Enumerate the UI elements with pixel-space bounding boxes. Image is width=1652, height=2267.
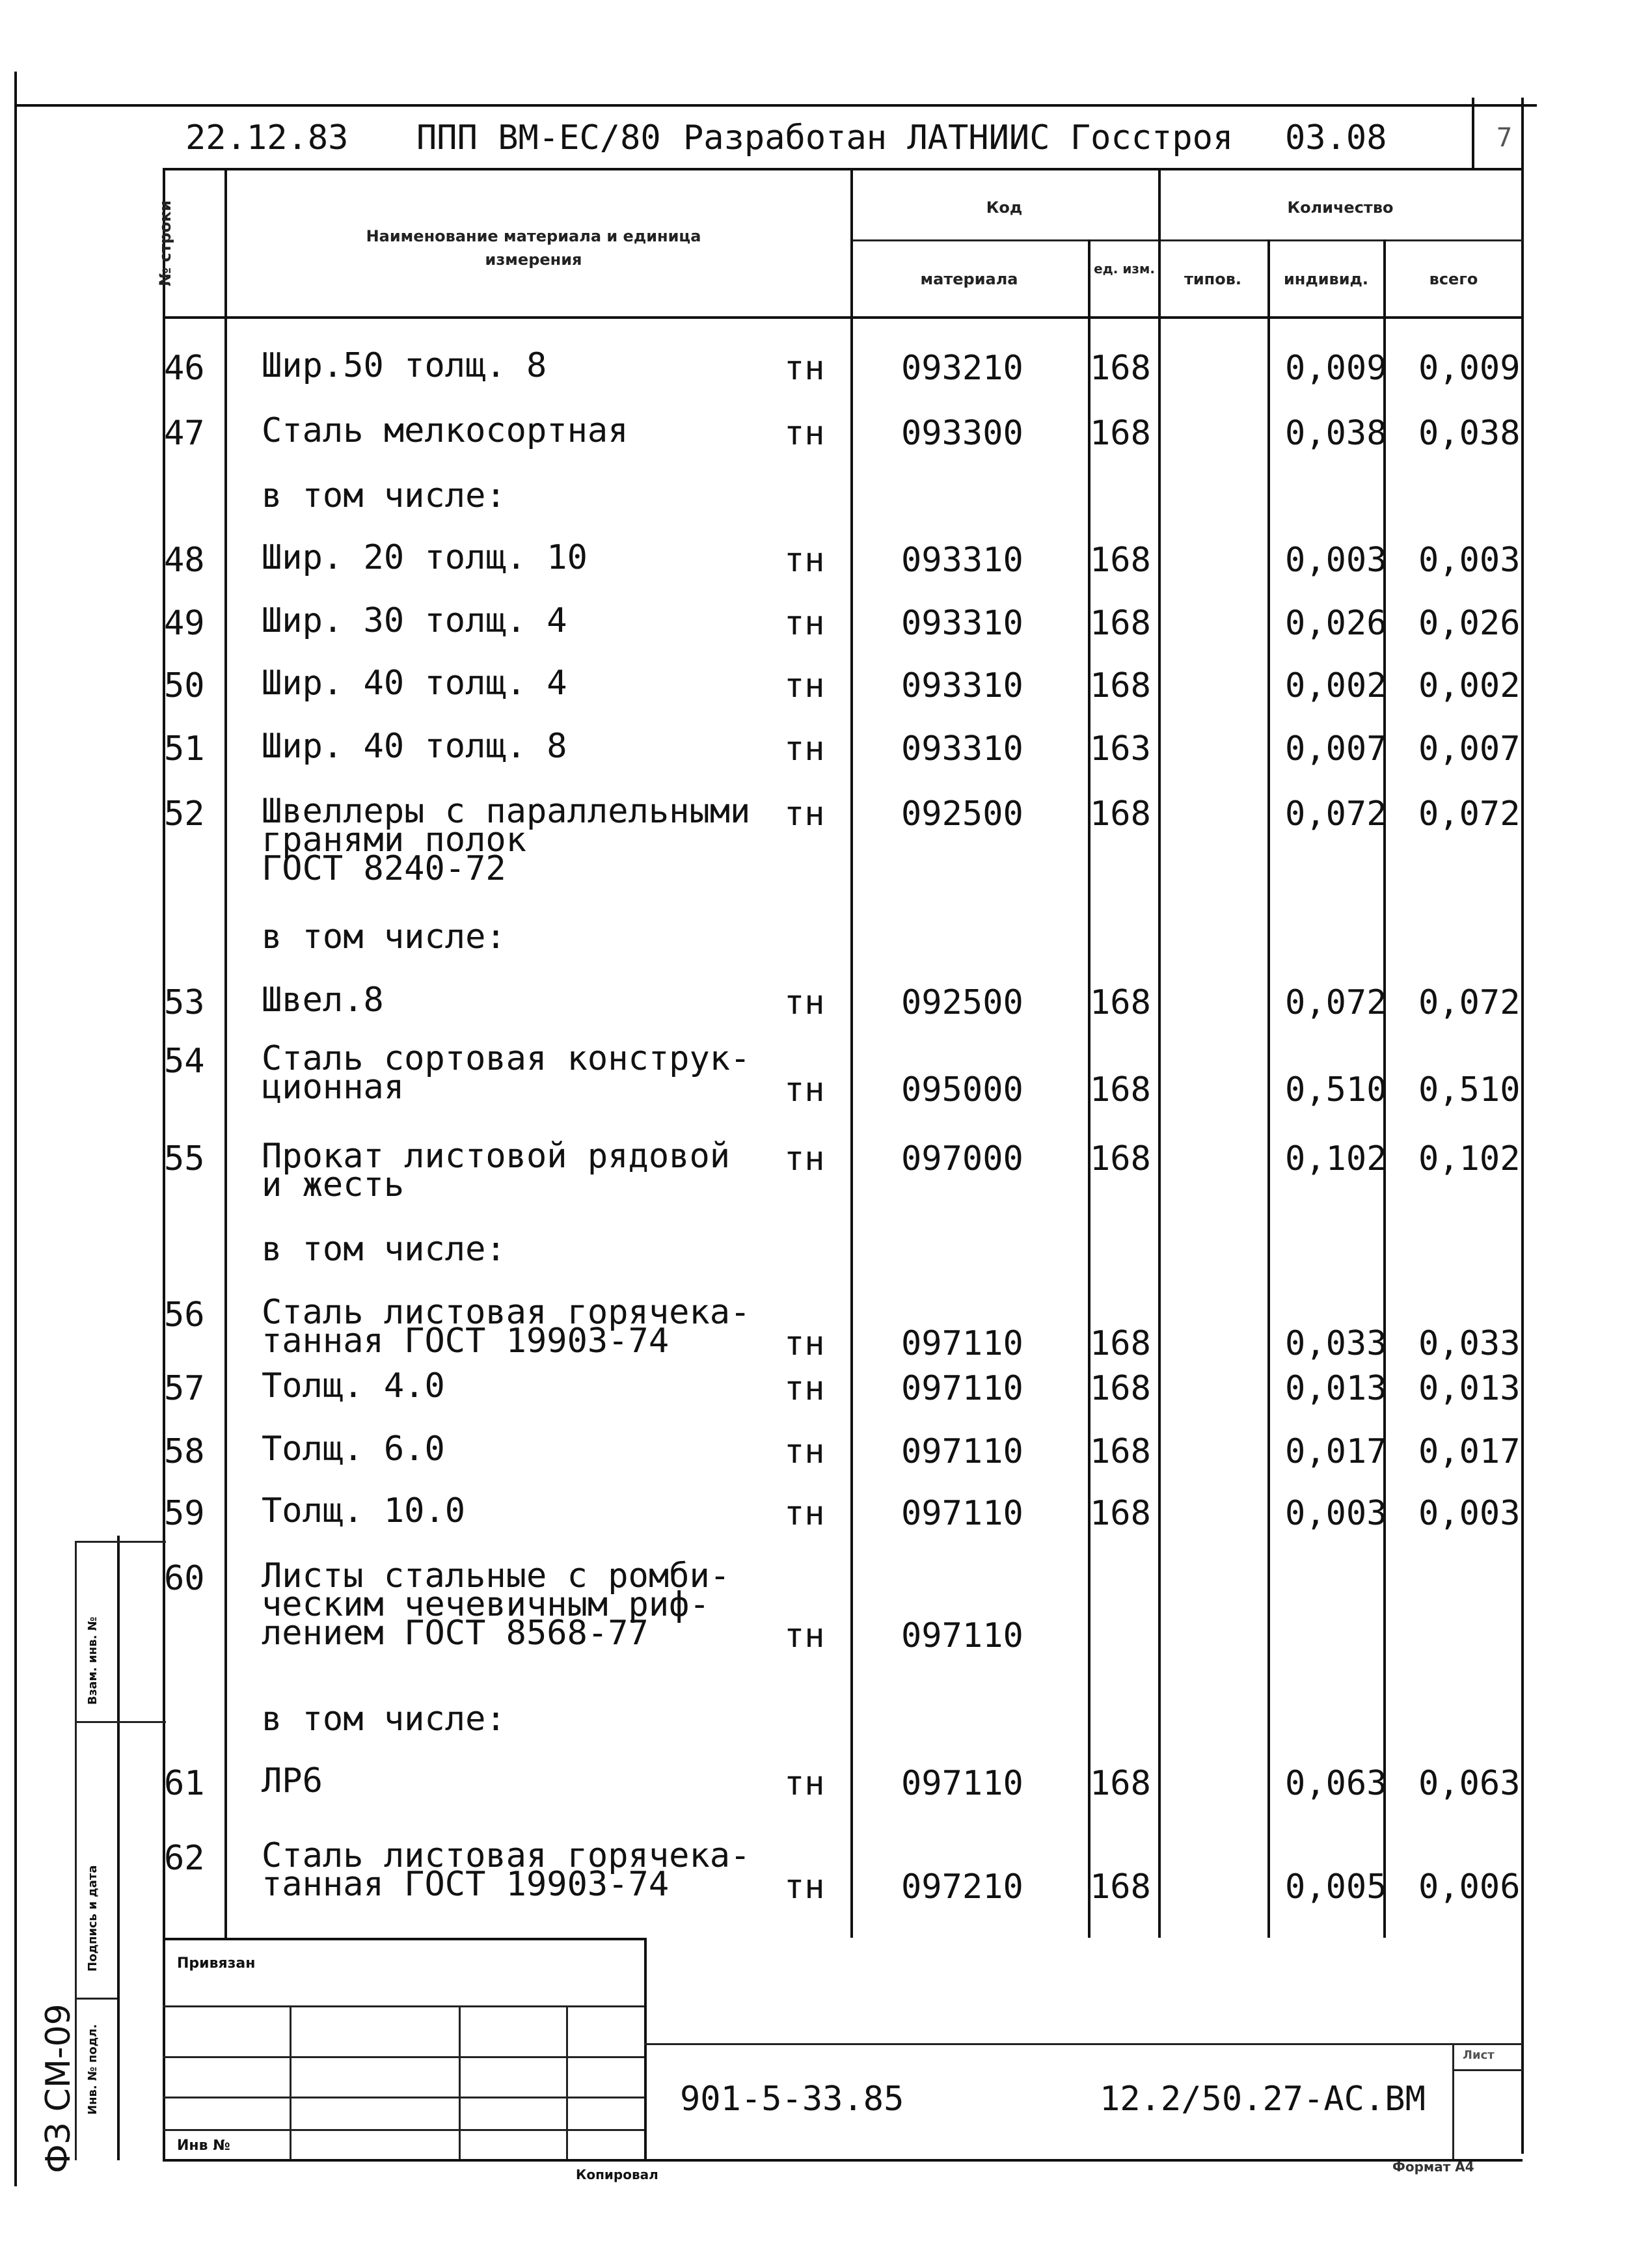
sheet-code: 12.2/50.27-АС.ВМ (1100, 2080, 1426, 2119)
row-unit: тн (784, 1867, 825, 1907)
row-total-qty: 0,072 (1418, 983, 1521, 1022)
col-header-total: всего (1429, 270, 1478, 288)
row-name-line: в том числе: (262, 1700, 506, 1739)
row-total-qty: 0,026 (1418, 604, 1521, 643)
title-block-col-4 (644, 1938, 647, 2159)
header-subdivider (850, 239, 1523, 241)
frame-right (1521, 98, 1524, 2154)
row-name-line: Швеллеры с параллельными (262, 792, 751, 831)
row-unit: тн (784, 666, 825, 705)
title-block-row-2 (163, 2056, 644, 2058)
frame-left (14, 72, 17, 2186)
sheet-box-left (1452, 2043, 1454, 2159)
row-total-qty: 0,003 (1418, 541, 1521, 580)
row-individual-qty: 0,038 (1285, 414, 1387, 453)
row-unit-code: 168 (1090, 349, 1151, 388)
row-material-code: 092500 (901, 794, 1023, 834)
row-total-qty: 0,013 (1418, 1369, 1521, 1408)
row-individual-qty: 0,003 (1285, 1494, 1387, 1533)
row-total-qty: 0,510 (1418, 1070, 1521, 1109)
row-name-line: Толщ. 6.0 (262, 1430, 445, 1469)
row-individual-qty: 0,003 (1285, 541, 1387, 580)
row-unit-code: 168 (1090, 1867, 1151, 1907)
row-name-line: Шир. 30 толщ. 4 (262, 601, 567, 640)
col-line-4 (1158, 168, 1161, 1938)
row-individual-qty: 0,063 (1285, 1764, 1387, 1803)
row-total-qty: 0,033 (1418, 1324, 1521, 1363)
row-number: 58 (164, 1432, 205, 1471)
row-name-line: Сталь листовая горячека- (262, 1836, 751, 1875)
col-header-row-no: № строки (156, 200, 174, 286)
row-number: 51 (164, 729, 205, 768)
frame-bottom (163, 2159, 1523, 2162)
row-individual-qty: 0,026 (1285, 604, 1387, 643)
side-strip-div-1 (75, 1721, 166, 1723)
col-header-name: Наименование материала и единица измерения (366, 227, 701, 269)
row-material-code: 097110 (901, 1494, 1023, 1533)
row-material-code: 097110 (901, 1616, 1023, 1655)
col-header-individual: индивид. (1283, 270, 1369, 288)
row-name-line: Сталь мелкосортная (262, 411, 629, 450)
row-unit: тн (784, 1369, 825, 1408)
row-name-line: ческим чечевичным риф- (262, 1585, 710, 1624)
row-unit: тн (784, 414, 825, 453)
row-individual-qty: 0,510 (1285, 1070, 1387, 1109)
row-material-code: 093300 (901, 414, 1023, 453)
row-number: 48 (164, 541, 205, 580)
row-individual-qty: 0,102 (1285, 1139, 1387, 1178)
side-strip-div-2 (75, 1998, 117, 2000)
row-name-line: Шир. 40 толщ. 8 (262, 727, 567, 766)
row-name-line: Шир. 20 толщ. 10 (262, 538, 588, 577)
row-name-line: Сталь листовая горячека- (262, 1293, 751, 1332)
col-line-2 (850, 168, 853, 1938)
row-number: 50 (164, 666, 205, 705)
row-number: 59 (164, 1494, 205, 1533)
row-number: 49 (164, 604, 205, 643)
row-individual-qty: 0,009 (1285, 349, 1387, 388)
row-total-qty: 0,002 (1418, 666, 1521, 705)
row-number: 62 (164, 1839, 205, 1878)
row-total-qty: 0,063 (1418, 1764, 1521, 1803)
row-unit-code: 168 (1090, 1432, 1151, 1471)
sign-date-label: Подпись и дата (86, 1865, 100, 1972)
row-number: 61 (164, 1764, 205, 1803)
table-top-line (163, 168, 1523, 170)
row-name-line: танная ГОСТ 19903-74 (262, 1865, 670, 1904)
row-number: 57 (164, 1369, 205, 1408)
col-header-code: Код (986, 198, 1023, 217)
row-unit: тн (784, 1432, 825, 1471)
row-total-qty: 0,038 (1418, 414, 1521, 453)
copied-label: Копировал (576, 2167, 658, 2182)
row-name-line: ционная (262, 1068, 405, 1107)
row-name-line: Сталь сортовая конструк- (262, 1039, 751, 1078)
title-block-col-2 (459, 2005, 461, 2159)
row-number: 60 (164, 1559, 205, 1598)
row-unit: тн (784, 729, 825, 768)
row-unit-code: 168 (1090, 983, 1151, 1022)
sheet-box-divider (1452, 2069, 1523, 2071)
row-unit: тн (784, 604, 825, 643)
row-unit: тн (784, 1616, 825, 1655)
row-individual-qty: 0,072 (1285, 983, 1387, 1022)
row-material-code: 097210 (901, 1867, 1023, 1907)
row-number: 46 (164, 349, 205, 388)
row-unit-code: 168 (1090, 541, 1151, 580)
row-number: 55 (164, 1139, 205, 1178)
project-number: 901-5-33.85 (680, 2080, 904, 2119)
row-unit: тн (784, 349, 825, 388)
row-unit: тн (784, 1494, 825, 1533)
frame-top (14, 104, 1537, 107)
row-individual-qty: 0,017 (1285, 1432, 1387, 1471)
row-individual-qty: 0,005 (1285, 1867, 1387, 1907)
row-individual-qty: 0,072 (1285, 794, 1387, 834)
row-individual-qty: 0,013 (1285, 1369, 1387, 1408)
row-individual-qty: 0,002 (1285, 666, 1387, 705)
row-name-line: и жесть (262, 1165, 405, 1204)
row-unit-code: 168 (1090, 666, 1151, 705)
col-line-1 (224, 168, 227, 1938)
row-total-qty: 0,017 (1418, 1432, 1521, 1471)
row-name-line: Швел.8 (262, 981, 384, 1020)
col-header-material: материала (920, 270, 1018, 288)
row-material-code: 097110 (901, 1369, 1023, 1408)
row-total-qty: 0,072 (1418, 794, 1521, 834)
title-block-row-3 (163, 2097, 644, 2098)
row-number: 47 (164, 414, 205, 453)
row-name-line: Листы стальные с ромби- (262, 1556, 731, 1595)
row-name-line: ГОСТ 8240-72 (262, 849, 506, 888)
row-name-line: Толщ. 4.0 (262, 1366, 445, 1405)
row-unit-code: 168 (1090, 1139, 1151, 1178)
row-unit: тн (784, 541, 825, 580)
col-header-unit: ед. изм. (1094, 261, 1155, 277)
row-unit: тн (784, 1764, 825, 1803)
row-name-line: в том числе: (262, 476, 506, 515)
row-material-code: 093310 (901, 604, 1023, 643)
row-total-qty: 0,003 (1418, 1494, 1521, 1533)
row-material-code: 097110 (901, 1324, 1023, 1363)
row-unit: тн (784, 983, 825, 1022)
format-label: Формат А4 (1392, 2159, 1474, 2175)
row-total-qty: 0,009 (1418, 349, 1521, 388)
row-name-line: в том числе: (262, 1230, 506, 1269)
row-unit-code: 168 (1090, 1764, 1151, 1803)
side-stamp: ФЗ СМ-09 (39, 2003, 78, 2173)
row-name-line: Прокат листовой рядовой (262, 1137, 731, 1176)
row-number: 52 (164, 794, 205, 834)
row-unit-code: 168 (1090, 1494, 1151, 1533)
header-developer: Разработан ЛАТНИИС Госстроя (683, 118, 1234, 157)
row-name-line: в том числе: (262, 917, 506, 957)
col-header-quantity: Количество (1287, 198, 1394, 217)
row-unit: тн (784, 1139, 825, 1178)
header-code: 03.08 (1285, 118, 1387, 157)
row-unit-code: 168 (1090, 414, 1151, 453)
row-material-code: 093210 (901, 349, 1023, 388)
row-material-code: 092500 (901, 983, 1023, 1022)
row-unit-code: 168 (1090, 794, 1151, 834)
row-number: 56 (164, 1296, 205, 1335)
sheet-label: Лист (1463, 2048, 1495, 2062)
row-name-line: Толщ. 10.0 (262, 1491, 466, 1530)
replace-inv-label: Взам. инв. № (86, 1616, 100, 1705)
title-block-row-1 (163, 2005, 644, 2007)
inv-label: Инв № (177, 2138, 230, 2154)
col-header-typical: типов. (1184, 270, 1242, 288)
row-material-code: 095000 (901, 1070, 1023, 1109)
row-number: 53 (164, 983, 205, 1022)
title-block-col-3 (566, 2005, 568, 2159)
stamp-top-line (644, 2043, 1523, 2045)
row-name-line: Шир.50 толщ. 8 (262, 346, 547, 385)
row-total-qty: 0,102 (1418, 1139, 1521, 1178)
side-strip-top (75, 1541, 166, 1543)
row-material-code: 093310 (901, 729, 1023, 768)
row-material-code: 093310 (901, 666, 1023, 705)
title-block-top (163, 1938, 644, 1940)
header-corner-divider (1472, 98, 1474, 169)
row-unit-code: 168 (1090, 1070, 1151, 1109)
row-individual-qty: 0,007 (1285, 729, 1387, 768)
row-number: 54 (164, 1042, 205, 1081)
row-unit: тн (784, 1070, 825, 1109)
header-date: 22.12.83 (185, 118, 349, 157)
row-unit: тн (784, 794, 825, 834)
row-unit-code: 168 (1090, 1324, 1151, 1363)
row-name-line: танная ГОСТ 19903-74 (262, 1322, 670, 1361)
header-corner: 7 (1496, 123, 1513, 153)
title-block-row-4 (163, 2129, 644, 2131)
row-material-code: 097110 (901, 1432, 1023, 1471)
title-block-col-1 (290, 2005, 291, 2159)
header-doc: ППП ВМ-ЕС/80 (416, 118, 661, 157)
col-line-5 (1267, 239, 1270, 1938)
row-total-qty: 0,007 (1418, 729, 1521, 768)
inv-orig-label: Инв. № подл. (86, 2024, 100, 2115)
row-total-qty: 0,006 (1418, 1867, 1521, 1907)
row-name-line: лением ГОСТ 8568-77 (262, 1614, 649, 1653)
row-name-line: гранями полок (262, 821, 526, 860)
row-name-line: Шир. 40 толщ. 4 (262, 664, 567, 703)
bound-label: Привязан (177, 1955, 256, 1972)
row-unit: тн (784, 1324, 825, 1363)
row-unit-code: 163 (1090, 729, 1151, 768)
row-material-code: 097000 (901, 1139, 1023, 1178)
row-material-code: 097110 (901, 1764, 1023, 1803)
side-strip-right (117, 1536, 120, 2160)
row-unit-code: 168 (1090, 1369, 1151, 1408)
table-header-bottom (163, 316, 1523, 319)
row-individual-qty: 0,033 (1285, 1324, 1387, 1363)
row-unit-code: 168 (1090, 604, 1151, 643)
row-name-line: ЛР6 (262, 1761, 323, 1800)
row-material-code: 093310 (901, 541, 1023, 580)
